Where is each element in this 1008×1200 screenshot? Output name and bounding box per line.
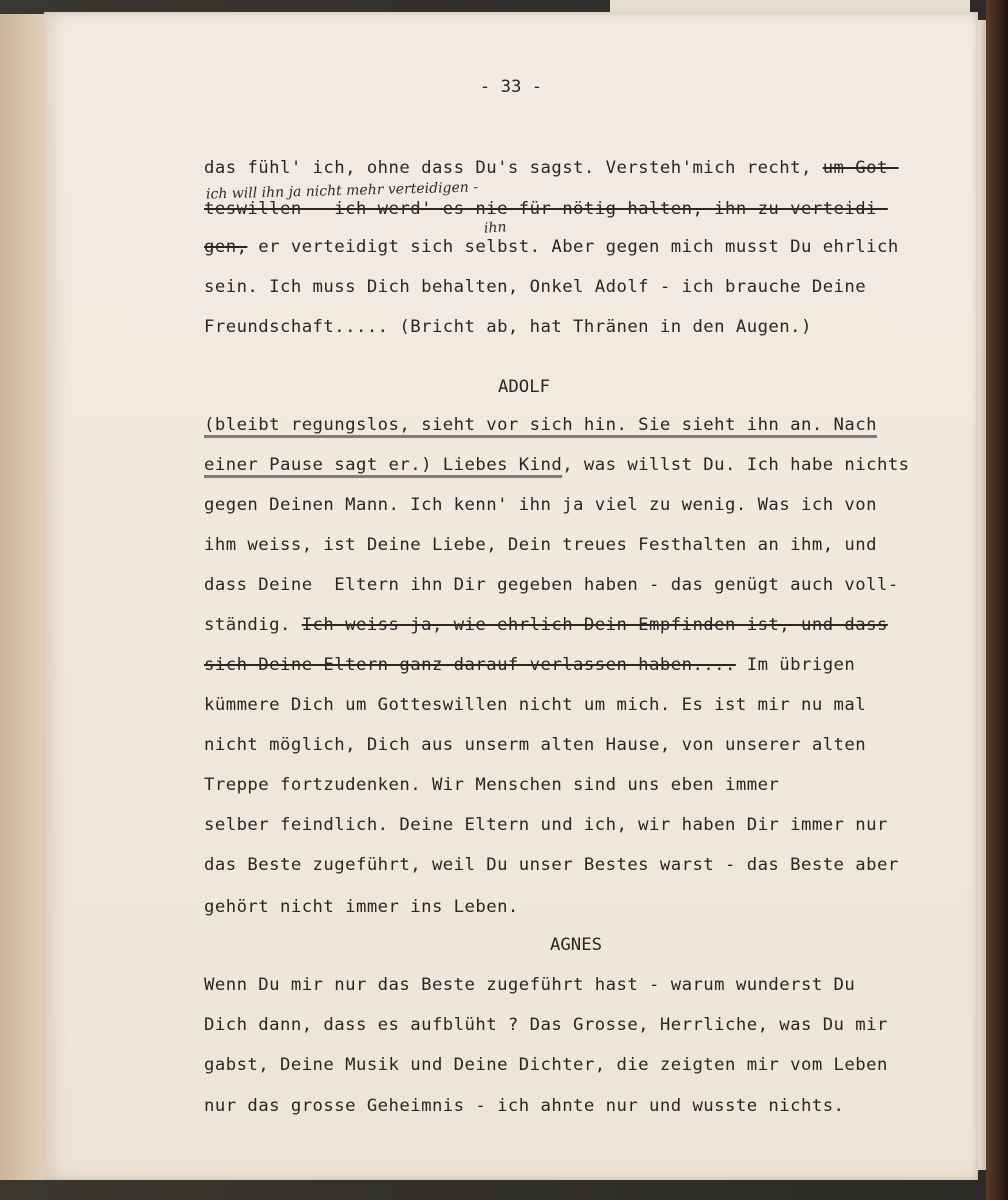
struck-text: gen, (204, 237, 248, 257)
text-line: gehört nicht immer ins Leben. (204, 897, 519, 917)
text-line: nur das grosse Geheimnis - ich ahnte nur und wusste nichts. (204, 1096, 845, 1116)
speaker-name: AGNES (549, 935, 603, 955)
text-line: ihm weiss, ist Deine Liebe, Dein treues Festhalten an ihm, und (204, 535, 877, 555)
text-line: Freundschaft..... (Bricht ab, hat Thränen in den Augen.) (204, 317, 812, 337)
text-line (204, 654, 855, 676)
text-line: gegen Deinen Mann. Ich kenn' ihn ja viel zu wenig. Was ich von (204, 495, 877, 515)
text-segment: Im übrigen (735, 655, 856, 675)
handwritten-insertion: ich will ihn ja nicht mehr verteidigen - (205, 179, 479, 203)
text-line: dass Deine Eltern ihn Dir gegeben haben - das genügt auch voll- (204, 575, 899, 595)
text-line (204, 236, 899, 258)
underlined-text: einer Pause sagt er.) (204, 455, 443, 475)
text-line: Wenn Du mir nur das Beste zugeführt hast - warum wunderst Du (204, 975, 856, 995)
handwritten-insertion-word: ihn (483, 219, 508, 237)
struck-text: teswillen - ich werd' es nie für nötig halten, ihn zu verteidi- (204, 199, 888, 219)
page-number: - 33 - (479, 77, 543, 97)
text-line (204, 454, 910, 476)
text-line: kümmere Dich um Gotteswillen nicht um mich. Es ist mir nu mal (204, 695, 867, 715)
text-line: selber feindlich. Deine Eltern und ich, wir haben Dir immer nur (204, 815, 888, 835)
text-line: (bleibt regungslos, sieht vor sich hin. Sie sieht ihn an. Nach (204, 415, 877, 435)
text-line: nicht möglich, Dich aus unserm alten Hause, von unserer alten (204, 735, 867, 755)
text-segment: , was willst Du. Ich habe nichts (562, 455, 910, 475)
text-segment: er verteidigt sich selbst. Aber gegen mich musst Du ehrlich (247, 237, 899, 257)
book-cover-edge (986, 0, 1008, 1200)
text-segment: ständig. (204, 615, 302, 635)
struck-text: Ich weiss ja, wie ehrlich Dein Empfinden ist, und dass (301, 615, 888, 635)
struck-text: sich Deine Eltern ganz darauf verlassen haben.... (204, 655, 736, 675)
text-line (204, 198, 888, 220)
underlined-text: Liebes Kind (442, 455, 563, 475)
page-stack-edge (978, 20, 986, 1170)
text-segment: das fühl' ich, ohne dass Du's sagst. Versteh'mich recht, (204, 158, 823, 178)
text-line: sein. Ich muss Dich behalten, Onkel Adolf - ich brauche Deine (204, 277, 867, 297)
text-line: Dich dann, dass es aufblüht ? Das Grosse, Herrliche, was Du mir (204, 1015, 888, 1035)
struck-text: um Got- (822, 158, 899, 178)
text-line (204, 614, 888, 636)
text-line: gabst, Deine Musik und Deine Dichter, die zeigten mir vom Leben (204, 1055, 888, 1075)
text-line (204, 157, 899, 179)
text-line: das Beste zugeführt, weil Du unser Bestes warst - das Beste aber (204, 855, 899, 875)
text-line: Treppe fortzudenken. Wir Menschen sind uns eben immer (204, 775, 780, 795)
speaker-name: ADOLF (497, 377, 551, 397)
typescript-page (44, 12, 978, 1180)
